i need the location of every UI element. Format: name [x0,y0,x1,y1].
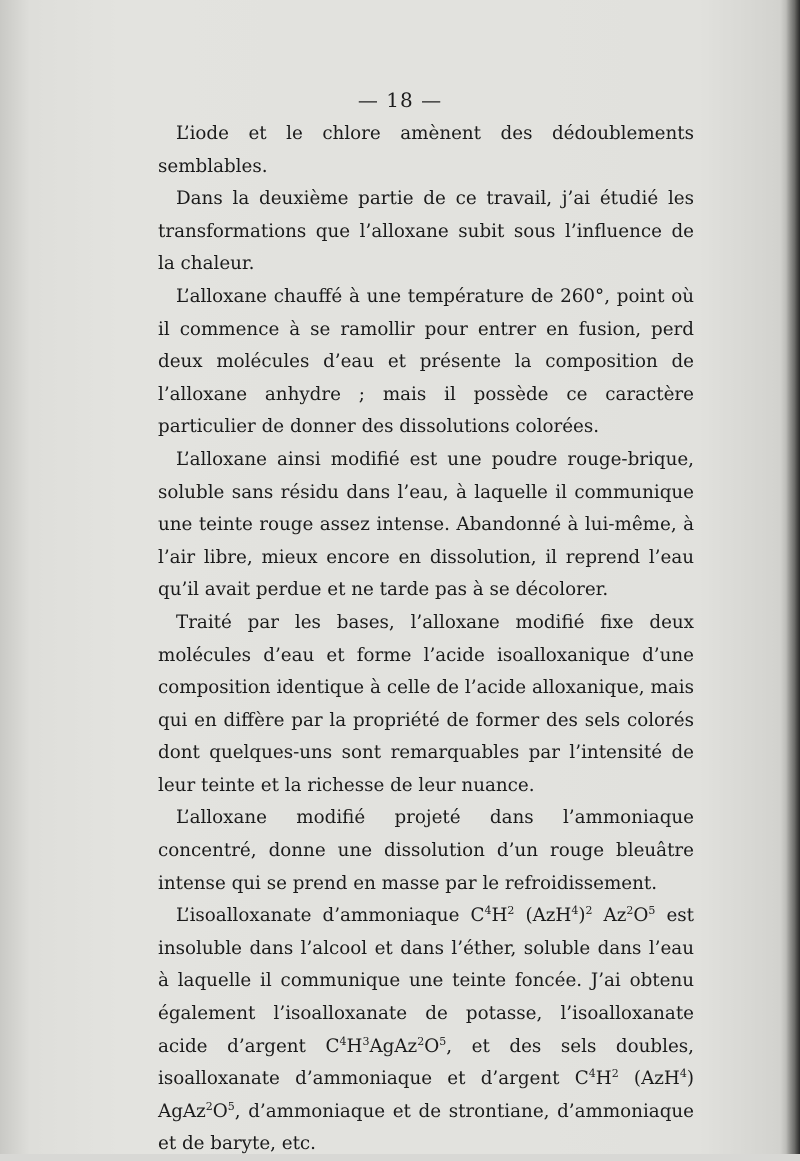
page-number: — 18 — [357,88,443,112]
text-run: (AzH [618,1068,680,1090]
superscript: 2 [585,904,593,918]
superscript: 2 [611,1067,619,1081]
superscript: 2 [205,1099,213,1113]
paragraph-5: Traité par les bases, l’alloxane modifié fixe deux molécules d’eau et forme l’acide isoalloxanique d’une composition identique à celle de l’acide alloxanique, mais qui en diffère par la propriété de former des sels colorés dont quelques-uns sont remarquables par l’intensité de leur teinte et la richesse de leur nuance. [158,611,694,796]
text-run: Az [592,905,627,927]
superscript: 4 [571,904,579,918]
superscript: 4 [679,1067,687,1081]
superscript: 5 [439,1034,447,1048]
text-run: AgAz [369,1035,418,1057]
paragraph-2: Dans la deuxième partie de ce travail, j’ai étudié les transformations que l’alloxane subit sous l’influence de la chaleur. [158,188,694,275]
text-run: H [491,905,508,927]
paragraph-1: L’iode et le chlore amènent des dédoublements semblables. [158,123,694,177]
superscript: 2 [507,904,515,918]
text-run: L’isoalloxanate d’ammoniaque C [176,905,485,927]
paragraph-7 [158,900,694,1161]
page-edge-shadow [786,0,800,1154]
text-run: O [212,1100,228,1122]
text-run: (AzH [514,905,572,927]
paragraph-4: L’alloxane ainsi modifié est une poudre rouge-brique, soluble sans résidu dans l’eau, à laquelle il communique une teinte rouge assez intense. Abandonné à lui-même, à l’air libre, mieux encore en dissolution, il reprend l’eau qu’il avait perdue et ne tarde pas à se décolorer. [158,448,694,601]
superscript: 5 [648,904,656,918]
superscript: 4 [588,1067,596,1081]
text-run: O [633,905,649,927]
text-run: H [346,1035,363,1057]
body-text [158,118,694,1161]
text-run: , d’ammoniaque et de strontiane, d’ammoniaque et de baryte, etc. [158,1100,694,1155]
text-run: ) [578,905,586,927]
superscript: 5 [227,1099,235,1113]
paragraph-6: L’alloxane modifié projeté dans l’ammoniaque concentré, donne une dissolution d’un rouge bleuâtre intense qui se prend en masse par le refroidissement. [158,807,694,894]
paragraph-3: L’alloxane chauffé à une température de 260°, point où il commence à se ramollir pour entrer en fusion, perd deux molécules d’eau et présente la composition de l’alloxane anhydre ; mais il possède ce caractère particulier de donner des dissolutions colorées. [158,285,694,438]
text-run: H [595,1068,612,1090]
text-run: O [424,1035,440,1057]
superscript: 4 [339,1034,347,1048]
text-run: , et des sels doubles, isoalloxanate d’ammoniaque et d’argent C [158,1035,694,1090]
superscript: 2 [626,904,634,918]
superscript: 3 [362,1034,370,1048]
text-run: est insoluble dans l’alcool et dans l’éther, soluble dans l’eau à laquelle il communique une teinte foncée. J’ai obtenu également l’isoalloxanate de potasse, l’isoalloxanate acide d’argent C [158,905,694,1057]
text-run: ) AgAz [158,1068,694,1122]
superscript: 2 [417,1034,425,1048]
superscript: 4 [484,904,492,918]
